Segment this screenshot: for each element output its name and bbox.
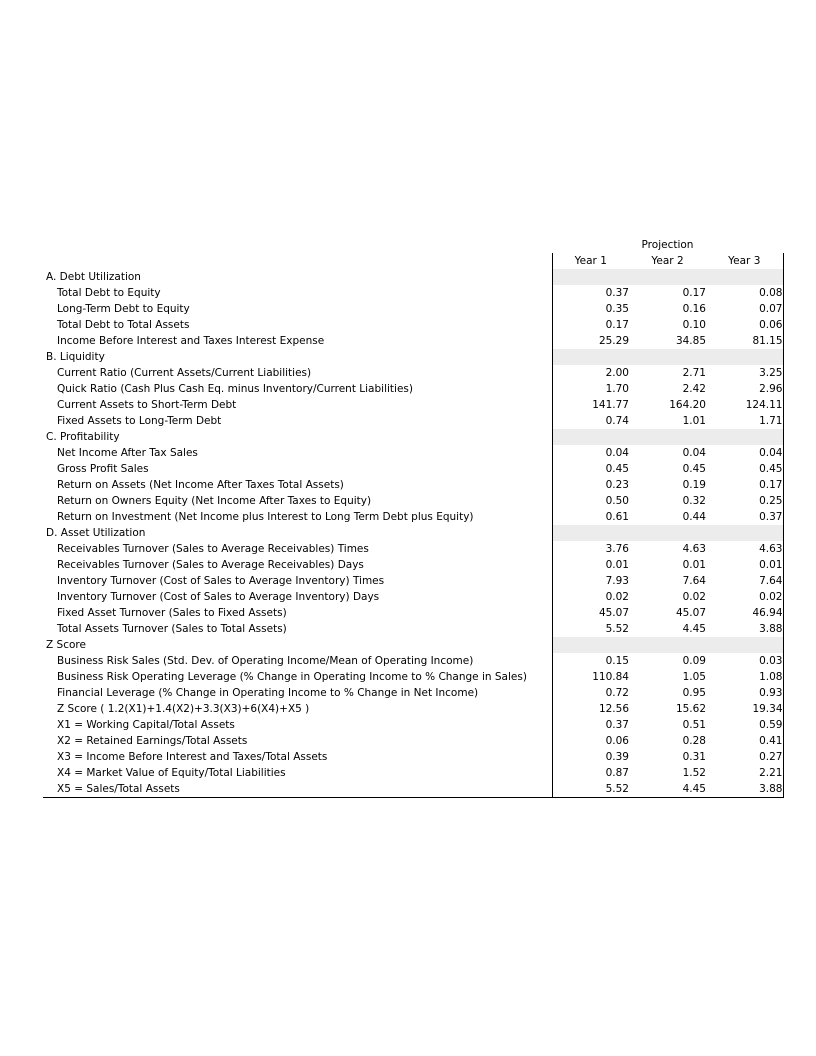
year-2-value: 4.45 <box>682 623 706 635</box>
table-body <box>43 269 783 798</box>
row-label: Inventory Turnover (Cost of Sales to Average Inventory) Days <box>57 591 380 603</box>
financial-ratios-table <box>43 237 784 798</box>
row-label: Fixed Asset Turnover (Sales to Fixed Assets) <box>57 607 287 619</box>
row-label: Return on Assets (Net Income After Taxes Total Assets) <box>57 479 344 491</box>
header-blank-cell <box>43 237 552 253</box>
year-1-value: 0.06 <box>552 733 629 749</box>
section-header-row <box>43 349 783 365</box>
table-row <box>43 589 783 605</box>
year-1-value: 5.52 <box>552 781 629 798</box>
row-label: Financial Leverage (% Change in Operating Income to % Change in Net Income) <box>57 687 479 699</box>
row-label: X3 = Income Before Interest and Taxes/Total Assets <box>57 751 328 763</box>
section-fill-cell <box>552 429 629 445</box>
table-row <box>43 541 783 557</box>
year-1-value: 0.23 <box>552 477 629 493</box>
section-fill-cell <box>706 429 783 445</box>
table-row <box>43 573 783 589</box>
header-blank-cell <box>43 253 552 269</box>
year-3-value: 0.59 <box>706 717 783 733</box>
year-3-value: 124.11 <box>706 397 783 413</box>
section-title: B. Liquidity <box>46 351 105 363</box>
year-1-value: 0.72 <box>552 685 629 701</box>
table-row <box>43 317 783 333</box>
year-2-value: 1.52 <box>682 767 706 779</box>
year-1-value: 2.00 <box>552 365 629 381</box>
row-label: Gross Profit Sales <box>57 463 149 475</box>
row-label: Income Before Interest and Taxes Interest Expense <box>57 335 325 347</box>
year-3-value: 0.08 <box>706 285 783 301</box>
section-title: C. Profitability <box>46 431 120 443</box>
row-label: Current Assets to Short-Term Debt <box>57 399 237 411</box>
year-1-value: 0.37 <box>552 717 629 733</box>
year-3-value: 0.41 <box>706 733 783 749</box>
table-row <box>43 381 783 397</box>
year-1-value: 0.35 <box>552 301 629 317</box>
row-label: Total Debt to Total Assets <box>57 319 190 331</box>
row-label: Business Risk Operating Leverage (% Change in Operating Income to % Change in Sales) <box>57 671 527 683</box>
year-3-value: 3.25 <box>706 365 783 381</box>
year-1-value: 0.74 <box>552 413 629 429</box>
year-2-value: 4.63 <box>682 543 706 555</box>
year-2-value: 0.16 <box>682 303 706 315</box>
section-fill-cell <box>629 269 706 285</box>
year-3-header: Year 3 <box>706 253 783 269</box>
section-fill-cell <box>706 525 783 541</box>
year-3-value: 0.27 <box>706 749 783 765</box>
year-3-value: 0.17 <box>706 477 783 493</box>
row-label: Receivables Turnover (Sales to Average Receivables) Days <box>57 559 364 571</box>
table-row <box>43 733 783 749</box>
row-label: Quick Ratio (Cash Plus Cash Eq. minus Inventory/Current Liabilities) <box>57 383 413 395</box>
row-label: Total Assets Turnover (Sales to Total Assets) <box>57 623 287 635</box>
year-2-value: 2.42 <box>682 383 706 395</box>
table-row <box>43 445 783 461</box>
table-row <box>43 781 783 798</box>
year-3-value: 0.45 <box>706 461 783 477</box>
year-3-value: 7.64 <box>706 573 783 589</box>
row-label: X4 = Market Value of Equity/Total Liabilities <box>57 767 286 779</box>
year-2-value: 1.01 <box>682 415 706 427</box>
year-3-value: 1.71 <box>706 413 783 429</box>
year-1-value: 0.50 <box>552 493 629 509</box>
section-fill-cell <box>629 429 706 445</box>
table-row <box>43 493 783 509</box>
section-fill-cell <box>629 349 706 365</box>
projection-group-header: Projection <box>641 239 694 251</box>
year-2-value: 0.01 <box>682 559 706 571</box>
year-1-value: 0.01 <box>552 557 629 573</box>
year-3-value: 0.03 <box>706 653 783 669</box>
year-3-value: 0.04 <box>706 445 783 461</box>
section-header-row <box>43 269 783 285</box>
section-fill-cell <box>552 637 629 653</box>
year-3-value: 19.34 <box>706 701 783 717</box>
year-2-value: 0.31 <box>682 751 706 763</box>
year-2-value: 0.04 <box>682 447 706 459</box>
table-row <box>43 605 783 621</box>
table-row <box>43 301 783 317</box>
year-3-value: 3.88 <box>706 781 783 798</box>
year-2-value: 0.51 <box>682 719 706 731</box>
row-label: Net Income After Tax Sales <box>57 447 198 459</box>
year-3-value: 0.07 <box>706 301 783 317</box>
year-header-row <box>43 253 783 269</box>
row-label: X1 = Working Capital/Total Assets <box>57 719 235 731</box>
year-2-value: 4.45 <box>629 781 706 798</box>
year-2-value: 0.44 <box>682 511 706 523</box>
year-2-value: 0.19 <box>682 479 706 491</box>
section-header-row <box>43 525 783 541</box>
year-1-value: 0.87 <box>552 765 629 781</box>
section-header-row <box>43 429 783 445</box>
year-2-value: 164.20 <box>669 399 706 411</box>
year-3-value: 2.21 <box>706 765 783 781</box>
section-fill-cell <box>552 525 629 541</box>
year-1-value: 1.70 <box>552 381 629 397</box>
year-3-value: 2.96 <box>706 381 783 397</box>
year-1-value: 7.93 <box>552 573 629 589</box>
year-1-value: 5.52 <box>552 621 629 637</box>
year-1-value: 45.07 <box>552 605 629 621</box>
year-1-value: 0.61 <box>552 509 629 525</box>
section-fill-cell <box>629 637 706 653</box>
year-3-value: 0.01 <box>706 557 783 573</box>
year-3-value: 0.02 <box>706 589 783 605</box>
row-label: X5 = Sales/Total Assets <box>43 781 552 798</box>
section-fill-cell <box>706 269 783 285</box>
year-1-value: 0.45 <box>552 461 629 477</box>
year-1-value: 141.77 <box>552 397 629 413</box>
year-1-value: 0.15 <box>552 653 629 669</box>
year-2-value: 0.95 <box>682 687 706 699</box>
year-3-value: 0.93 <box>706 685 783 701</box>
year-1-header: Year 1 <box>552 253 629 269</box>
row-label: Long-Term Debt to Equity <box>57 303 190 315</box>
row-label: X2 = Retained Earnings/Total Assets <box>57 735 248 747</box>
section-fill-cell <box>629 525 706 541</box>
table-row <box>43 669 783 685</box>
year-1-value: 0.37 <box>552 285 629 301</box>
row-label: Return on Investment (Net Income plus Interest to Long Term Debt plus Equity) <box>57 511 474 523</box>
year-3-value: 0.37 <box>706 509 783 525</box>
year-3-value: 0.06 <box>706 317 783 333</box>
year-3-value: 1.08 <box>706 669 783 685</box>
year-2-value: 45.07 <box>675 607 706 619</box>
table-row <box>43 509 783 525</box>
year-2-value: 0.09 <box>682 655 706 667</box>
year-3-value: 0.25 <box>706 493 783 509</box>
table-row <box>43 749 783 765</box>
table-row <box>43 765 783 781</box>
table-row <box>43 717 783 733</box>
year-1-value: 0.04 <box>552 445 629 461</box>
row-label: Fixed Assets to Long-Term Debt <box>57 415 222 427</box>
row-label: Z Score ( 1.2(X1)+1.4(X2)+3.3(X3)+6(X4)+X5 ) <box>57 703 310 715</box>
year-2-value: 2.71 <box>682 367 706 379</box>
row-label: Receivables Turnover (Sales to Average Receivables) Times <box>57 543 369 555</box>
row-label: Return on Owners Equity (Net Income After Taxes to Equity) <box>57 495 372 507</box>
section-fill-cell <box>552 349 629 365</box>
projection-header-row <box>43 237 783 253</box>
year-3-value: 4.63 <box>706 541 783 557</box>
section-title: D. Asset Utilization <box>46 527 146 539</box>
year-1-value: 0.02 <box>552 589 629 605</box>
section-fill-cell <box>706 349 783 365</box>
section-fill-cell <box>706 637 783 653</box>
year-1-value: 0.39 <box>552 749 629 765</box>
year-1-value: 12.56 <box>552 701 629 717</box>
year-2-value: 0.32 <box>682 495 706 507</box>
year-2-value: 1.05 <box>682 671 706 683</box>
year-2-value: 0.17 <box>682 287 706 299</box>
table-row <box>43 653 783 669</box>
table-row <box>43 621 783 637</box>
year-3-value: 81.15 <box>706 333 783 349</box>
year-3-value: 3.88 <box>706 621 783 637</box>
section-fill-cell <box>552 269 629 285</box>
section-header-row <box>43 637 783 653</box>
year-1-value: 110.84 <box>552 669 629 685</box>
table-row <box>43 701 783 717</box>
row-label: Current Ratio (Current Assets/Current Liabilities) <box>57 367 312 379</box>
section-title: A. Debt Utilization <box>46 271 141 283</box>
year-2-value: 0.10 <box>682 319 706 331</box>
year-1-value: 0.17 <box>552 317 629 333</box>
section-title: Z Score <box>46 639 86 651</box>
year-2-header: Year 2 <box>651 255 684 267</box>
year-2-value: 0.45 <box>682 463 706 475</box>
row-label: Business Risk Sales (Std. Dev. of Operating Income/Mean of Operating Income) <box>57 655 474 667</box>
year-1-value: 3.76 <box>552 541 629 557</box>
year-2-value: 0.28 <box>682 735 706 747</box>
table-row <box>43 685 783 701</box>
year-1-value: 25.29 <box>552 333 629 349</box>
row-label: Inventory Turnover (Cost of Sales to Average Inventory) Times <box>57 575 385 587</box>
row-label: Total Debt to Equity <box>57 287 161 299</box>
year-2-value: 34.85 <box>675 335 706 347</box>
table-row <box>43 557 783 573</box>
year-2-value: 0.02 <box>682 591 706 603</box>
table-row <box>43 333 783 349</box>
table-row <box>43 397 783 413</box>
table-row <box>43 477 783 493</box>
year-2-value: 15.62 <box>675 703 706 715</box>
table-row <box>43 461 783 477</box>
table-row <box>43 413 783 429</box>
table-row <box>43 285 783 301</box>
year-2-value: 7.64 <box>682 575 706 587</box>
year-3-value: 46.94 <box>706 605 783 621</box>
table-row <box>43 365 783 381</box>
